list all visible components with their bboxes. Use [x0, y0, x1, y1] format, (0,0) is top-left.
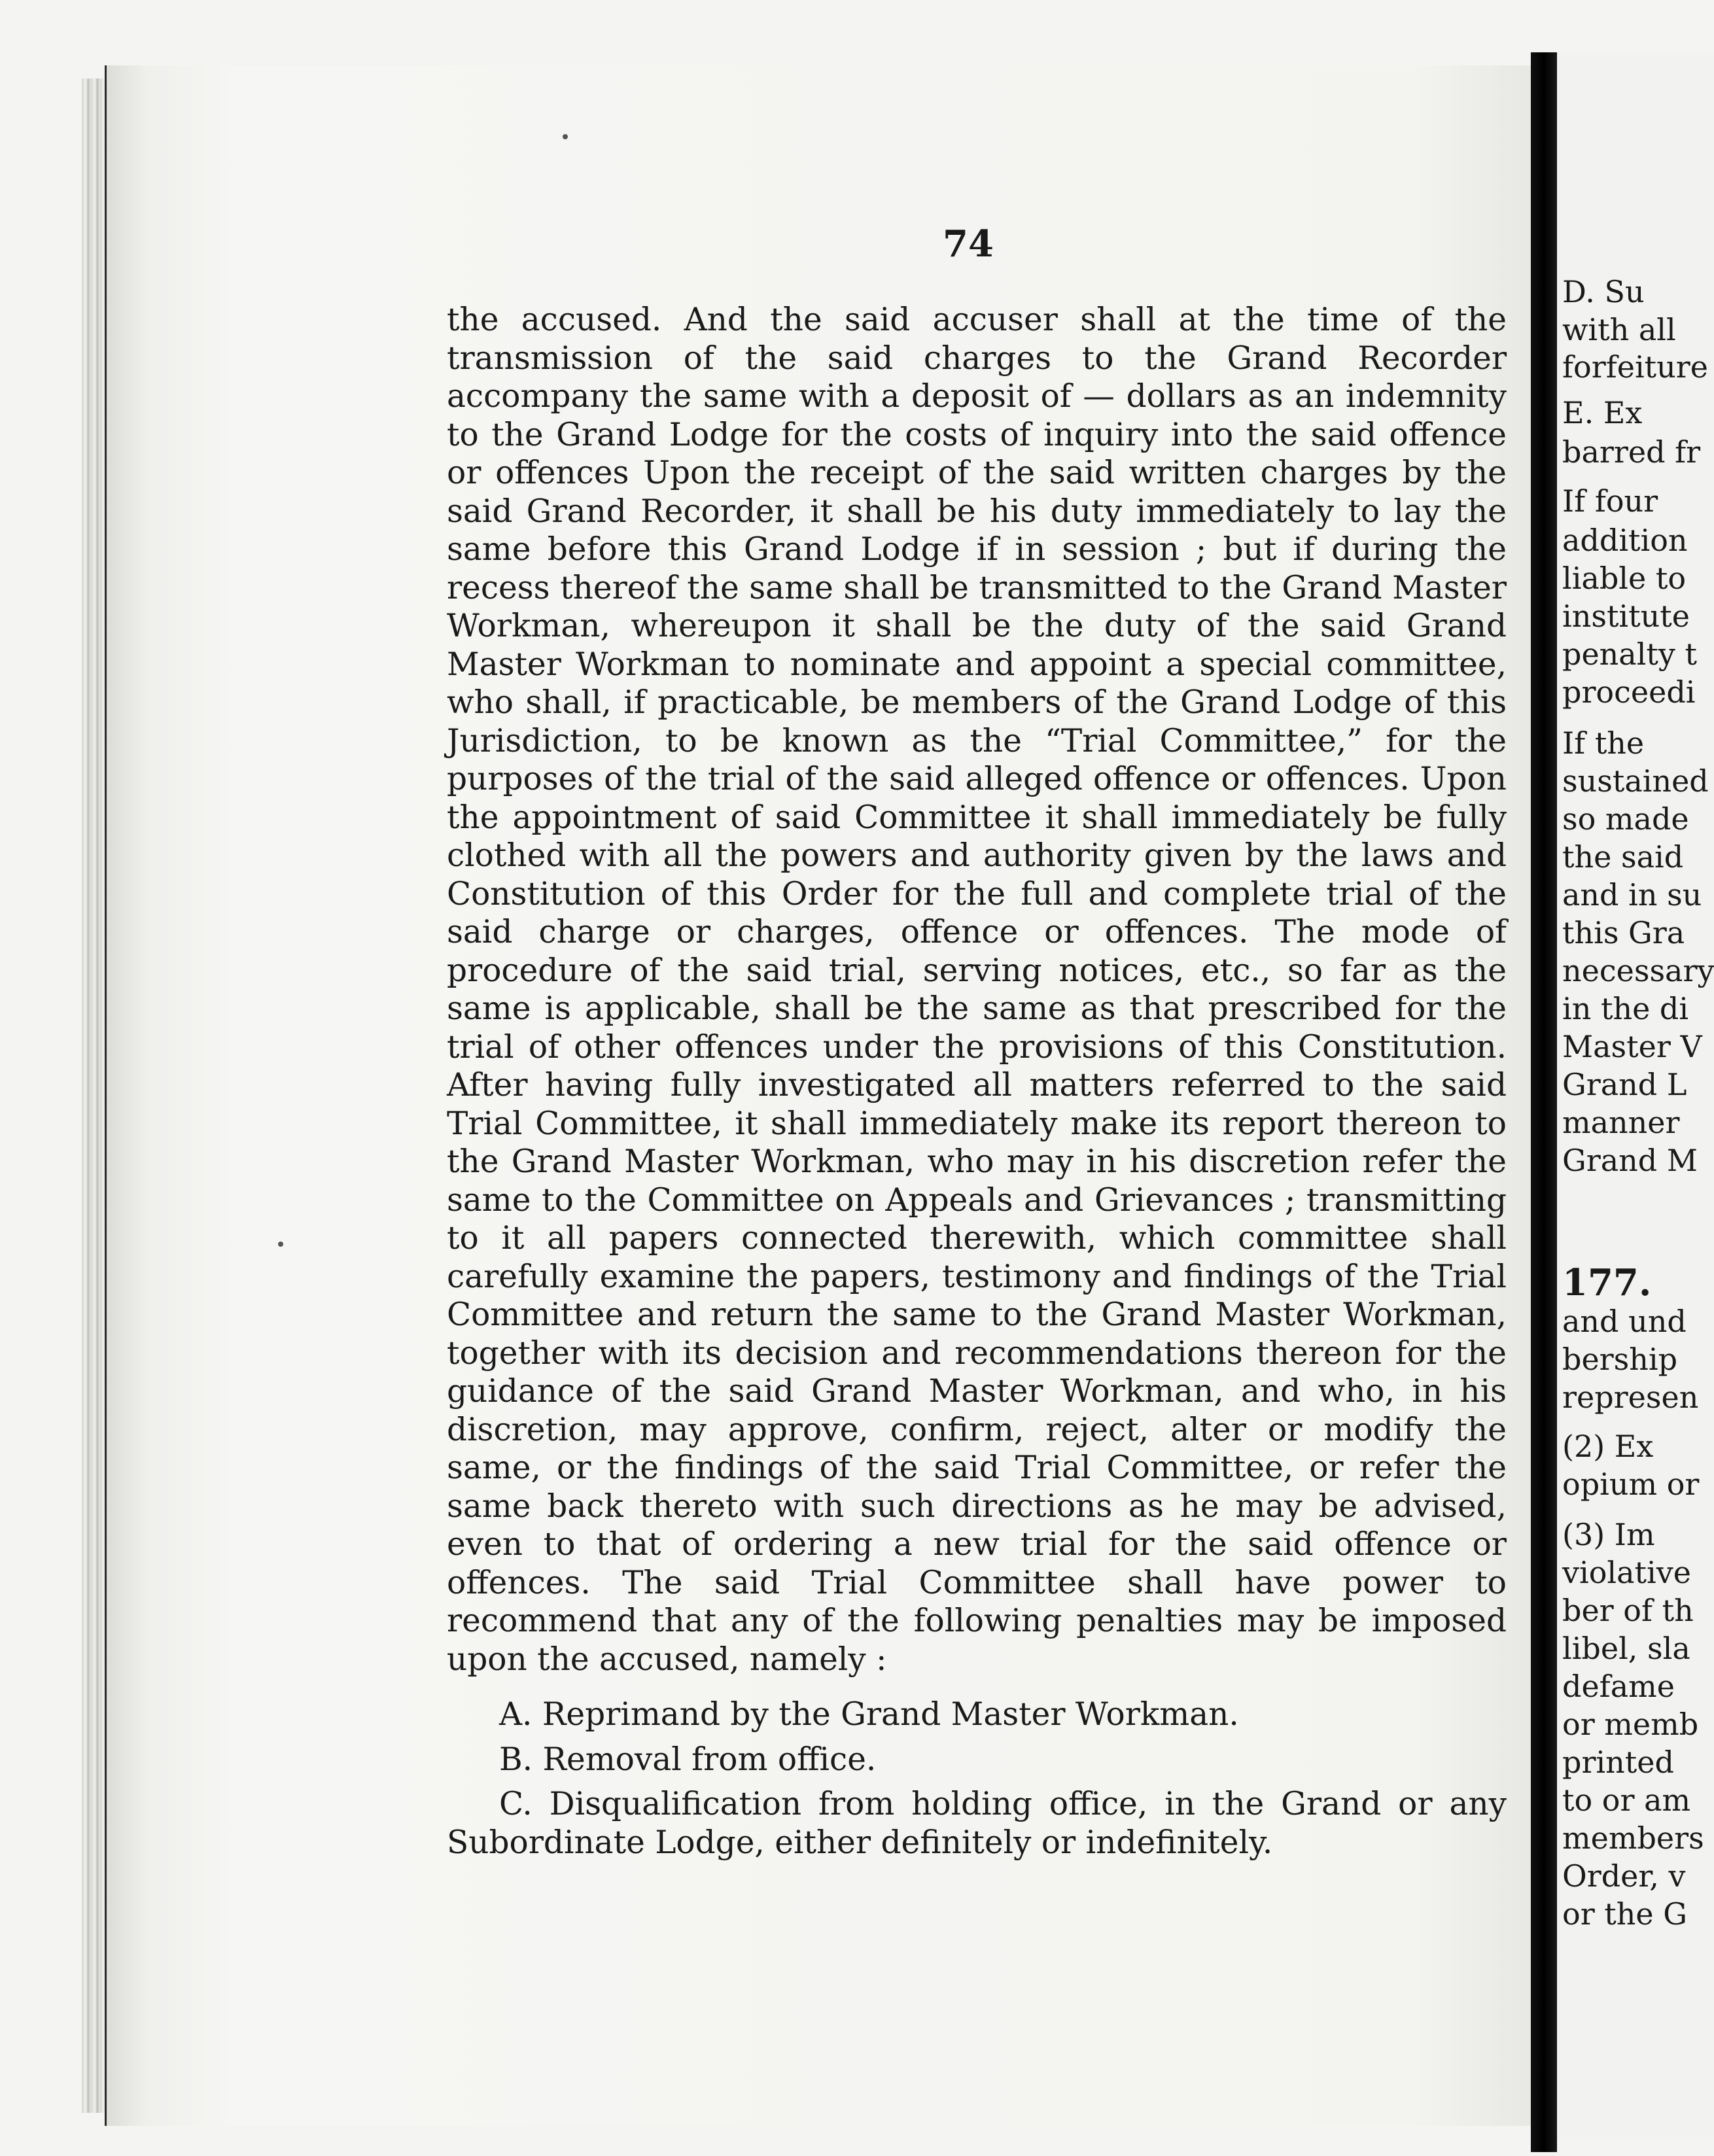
right-page-line: violative [1562, 1555, 1691, 1590]
right-page-line: so made [1562, 801, 1689, 837]
right-page-line: and und [1562, 1304, 1687, 1339]
penalty-item-a: A. Reprimand by the Grand Master Workman. [499, 1696, 1239, 1733]
right-page-line: If four [1562, 483, 1658, 519]
right-page-line: defame [1562, 1669, 1675, 1704]
right-page-line: barred fr [1562, 434, 1701, 470]
right-page-line: manner [1562, 1105, 1680, 1140]
right-page-line: this Gra [1562, 915, 1685, 950]
right-page-line: or the G [1562, 1896, 1688, 1932]
right-page-line: institute [1562, 599, 1690, 634]
right-page-line: liable to [1562, 561, 1687, 596]
right-page-line: penalty t [1562, 636, 1698, 672]
main-text-block [447, 301, 1507, 1862]
right-page-line: Master V [1562, 1029, 1702, 1064]
right-page-line: 177. [1562, 1261, 1652, 1304]
right-page-line: members [1562, 1820, 1704, 1856]
right-page-line: Grand M [1562, 1143, 1698, 1178]
right-page-line: sustained [1562, 763, 1709, 799]
right-page-line: Order, v [1562, 1858, 1686, 1894]
page-number: 74 [943, 222, 994, 266]
right-page-line: forfeiture [1562, 349, 1708, 385]
book-gutter [1531, 52, 1557, 2152]
right-page-line: printed [1562, 1745, 1674, 1780]
right-page-line: with all [1562, 312, 1676, 347]
right-page-line: represen [1562, 1380, 1699, 1415]
penalty-list [447, 1695, 1507, 1862]
right-page-line: to or am [1562, 1782, 1691, 1818]
paper-speck [563, 134, 568, 139]
right-page-line: ber of th [1562, 1593, 1694, 1628]
right-page-line: or memb [1562, 1707, 1699, 1742]
right-page-line: D. Su [1562, 274, 1645, 309]
penalty-item-b: B. Removal from office. [499, 1741, 877, 1778]
right-page-line: (2) Ex [1562, 1429, 1654, 1464]
right-page-line: If the [1562, 725, 1645, 761]
body-paragraph: the accused. And the said accuser shall at the time of the transmission of the said charges to the Grand Recorder accompany the same with a deposit of — dollars as an indemnity to the Grand Lodge for the costs of inquiry into the said offence or offences Upon the receipt of the said written charges by the said Grand Recorder, it shall be his duty immediately to lay the same before this Grand Lodge if in session ; but if during the recess thereof the same shall be transmitted to the Grand Master Workman, whereupon it shall be the duty of the said Grand Master Workman to nominate and appoint a special committee, who shall, if practicable, be members of the Grand Lodge of this Jurisdiction, to be known as the “Trial Committee,” for the purposes of the trial of the said alleged offence or offences. Upon the appointment of said Committee it shall immediately be fully clothed with all the powers and authority given by the laws and Constitution of this Order for the full and complete trial of the said charge or charges, offence or offences. The mode of procedure of the said trial, serving notices, etc., so far as the same is applicable, shall be the same as that prescribed for the trial of other offences under the provisions of this Constitution. After having fully investigated all matters referred to the said Trial Committee, it shall immediately make its report thereon to the Grand Master Workman, who may in his discretion refer the same to the Committee on Appeals and Grievances ; transmitting to it all papers connected therewith, which committee shall carefully examine the papers, testimony and findings of the Trial Committee and return the same to the Grand Master Workman, together with its decision and recommendations thereon for the guidance of the said Grand Master Workman, and who, in his discretion, may approve, confirm, reject, alter or modify the same, or the findings of the said Trial Committee, or refer the same back thereto with such directions as he may be advised, even to that of ordering a new trial for the said offence or offences. The said Trial Committee shall have power to recommend that any of the following penalties may be imposed upon the accused, namely : [447, 302, 1507, 1678]
right-page-line: the said [1562, 839, 1684, 875]
right-page-line: proceedi [1562, 674, 1696, 710]
right-page-line: libel, sla [1562, 1631, 1690, 1666]
right-page-fragment [1557, 52, 1714, 2139]
right-page-line: and in su [1562, 877, 1702, 913]
right-page-line: addition [1562, 523, 1688, 558]
penalty-item-c: C. Disqualification from holding office, in the Grand or any Subordinate Lodge, either definitely or indefinitely. [447, 1786, 1507, 1861]
right-page-line: necessary [1562, 953, 1714, 988]
right-page-line: (3) Im [1562, 1517, 1655, 1552]
right-page-line: bership [1562, 1342, 1678, 1377]
right-page-line: opium or [1562, 1467, 1700, 1502]
right-page-line: in the di [1562, 991, 1689, 1026]
paper-speck [278, 1242, 283, 1247]
right-page-line: Grand L [1562, 1067, 1687, 1102]
right-page-line: E. Ex [1562, 395, 1643, 430]
